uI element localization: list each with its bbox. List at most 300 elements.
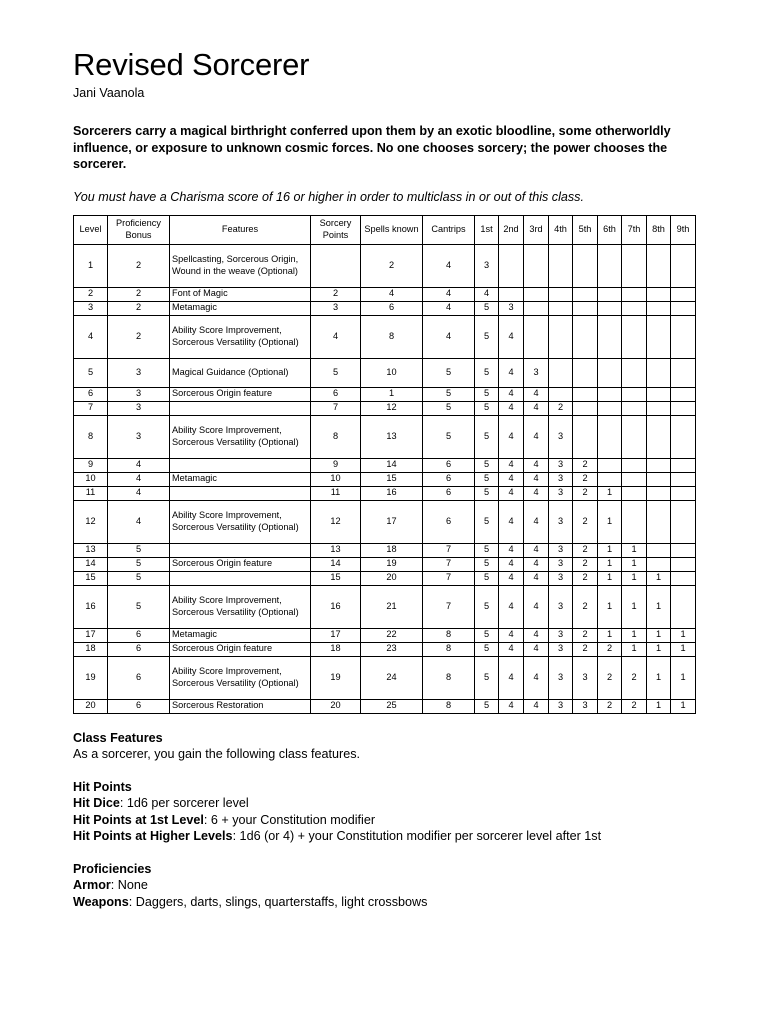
- table-cell: 4: [361, 287, 423, 301]
- table-cell: [671, 571, 696, 585]
- table-cell: [598, 472, 622, 486]
- table-cell: [622, 486, 647, 500]
- table-cell: 4: [524, 656, 549, 699]
- column-header: 6th: [598, 215, 622, 244]
- table-cell: 18: [311, 642, 361, 656]
- table-cell: [549, 387, 573, 401]
- table-cell: 4: [74, 315, 108, 358]
- table-row: [74, 387, 696, 401]
- sorcerer-progression-table: [73, 215, 696, 714]
- table-body: [74, 244, 696, 713]
- table-cell: [671, 387, 696, 401]
- table-cell: 12: [74, 500, 108, 543]
- table-cell: 1: [622, 585, 647, 628]
- table-cell: 1: [361, 387, 423, 401]
- table-cell: [524, 287, 549, 301]
- table-row: [74, 415, 696, 458]
- table-cell: 3: [524, 358, 549, 387]
- table-cell: 2: [573, 543, 598, 557]
- table-cell: 2: [74, 287, 108, 301]
- table-cell: 4: [423, 301, 475, 315]
- table-cell: 6: [108, 628, 170, 642]
- table-cell: 12: [311, 500, 361, 543]
- table-cell: [598, 315, 622, 358]
- table-cell: 7: [311, 401, 361, 415]
- table-cell: 5: [475, 472, 499, 486]
- table-cell: 4: [499, 472, 524, 486]
- table-cell: 5: [108, 585, 170, 628]
- table-cell: 17: [361, 500, 423, 543]
- table-cell: 6: [423, 486, 475, 500]
- table-cell: 16: [361, 486, 423, 500]
- table-cell: 1: [598, 500, 622, 543]
- table-row: [74, 458, 696, 472]
- table-cell: 1: [647, 699, 671, 713]
- weapons-value: : Daggers, darts, slings, quarterstaffs, light crossbows: [128, 894, 428, 909]
- feature-cell: [170, 571, 311, 585]
- table-cell: [671, 315, 696, 358]
- column-header: 3rd: [524, 215, 549, 244]
- table-cell: [671, 415, 696, 458]
- table-cell: [598, 287, 622, 301]
- table-cell: [671, 301, 696, 315]
- table-cell: 4: [524, 472, 549, 486]
- table-cell: [573, 315, 598, 358]
- table-cell: 15: [311, 571, 361, 585]
- feature-cell: Spellcasting, Sorcerous Origin, Wound in the weave (Optional): [170, 244, 311, 287]
- table-cell: 10: [361, 358, 423, 387]
- table-cell: [671, 244, 696, 287]
- table-cell: [647, 401, 671, 415]
- column-header: Level: [74, 215, 108, 244]
- table-cell: [549, 358, 573, 387]
- table-cell: [549, 287, 573, 301]
- table-cell: 5: [475, 458, 499, 472]
- table-cell: 4: [475, 287, 499, 301]
- table-cell: [549, 244, 573, 287]
- feature-cell: Sorcerous Origin feature: [170, 557, 311, 571]
- hit-dice-label: Hit Dice: [73, 796, 120, 810]
- table-header-row: [74, 215, 696, 244]
- table-cell: [598, 458, 622, 472]
- table-cell: 8: [423, 628, 475, 642]
- table-cell: 8: [423, 656, 475, 699]
- author-name: Jani Vaanola: [73, 86, 145, 100]
- table-cell: [622, 301, 647, 315]
- table-cell: 4: [499, 458, 524, 472]
- table-cell: 21: [361, 585, 423, 628]
- table-cell: 2: [573, 557, 598, 571]
- table-row: [74, 486, 696, 500]
- table-cell: [647, 543, 671, 557]
- table-cell: [311, 244, 361, 287]
- table-cell: 6: [423, 500, 475, 543]
- table-cell: 15: [74, 571, 108, 585]
- table-cell: [499, 244, 524, 287]
- table-cell: 3: [311, 301, 361, 315]
- table-cell: 18: [74, 642, 108, 656]
- table-cell: 1: [622, 628, 647, 642]
- table-cell: 17: [311, 628, 361, 642]
- hit-points-higher-levels-value: : 1d6 (or 4) + your Constitution modifier per sorcerer level after 1st: [232, 829, 602, 843]
- table-cell: 18: [361, 543, 423, 557]
- table-cell: 2: [573, 628, 598, 642]
- table-cell: 2: [108, 244, 170, 287]
- table-cell: [622, 244, 647, 287]
- table-cell: 5: [423, 401, 475, 415]
- table-cell: 3: [549, 458, 573, 472]
- table-cell: [524, 301, 549, 315]
- column-header: 9th: [671, 215, 696, 244]
- table-cell: 2: [108, 315, 170, 358]
- table-cell: 5: [475, 486, 499, 500]
- column-header: Cantrips: [423, 215, 475, 244]
- column-header: 7th: [622, 215, 647, 244]
- document-page: [73, 46, 695, 910]
- table-cell: 5: [475, 301, 499, 315]
- table-cell: [573, 387, 598, 401]
- hit-points-first-level-label: Hit Points at 1st Level: [73, 812, 204, 827]
- table-cell: 4: [499, 585, 524, 628]
- table-cell: 25: [361, 699, 423, 713]
- table-cell: 1: [598, 557, 622, 571]
- table-cell: [499, 287, 524, 301]
- table-cell: 4: [499, 387, 524, 401]
- table-cell: 3: [549, 585, 573, 628]
- table-cell: 5: [423, 358, 475, 387]
- table-cell: 5: [475, 557, 499, 571]
- table-cell: 3: [475, 244, 499, 287]
- table-cell: 24: [361, 656, 423, 699]
- table-cell: [573, 287, 598, 301]
- table-cell: 4: [499, 486, 524, 500]
- table-cell: 19: [361, 557, 423, 571]
- table-cell: 22: [361, 628, 423, 642]
- feature-cell: Metamagic: [170, 628, 311, 642]
- table-row: [74, 500, 696, 543]
- table-cell: 6: [108, 656, 170, 699]
- table-cell: 14: [74, 557, 108, 571]
- multiclass-note: You must have a Charisma score of 16 or higher in order to multiclass in or out of this class.: [73, 189, 584, 204]
- table-cell: 3: [549, 486, 573, 500]
- table-cell: 2: [622, 656, 647, 699]
- table-row: [74, 301, 696, 315]
- table-cell: 9: [74, 458, 108, 472]
- table-cell: 1: [598, 486, 622, 500]
- table-cell: 4: [524, 401, 549, 415]
- table-cell: 20: [74, 699, 108, 713]
- feature-cell: Ability Score Improvement, Sorcerous Versatility (Optional): [170, 585, 311, 628]
- armor-value: : None: [110, 878, 148, 892]
- table-cell: 15: [361, 472, 423, 486]
- table-cell: [671, 500, 696, 543]
- table-cell: 5: [475, 571, 499, 585]
- column-header: 4th: [549, 215, 573, 244]
- table-cell: 1: [647, 571, 671, 585]
- table-cell: [647, 458, 671, 472]
- table-cell: [647, 387, 671, 401]
- table-cell: 8: [423, 699, 475, 713]
- table-cell: 1: [647, 628, 671, 642]
- table-cell: [622, 287, 647, 301]
- table-cell: 5: [475, 387, 499, 401]
- table-cell: 3: [108, 358, 170, 387]
- table-cell: [671, 458, 696, 472]
- table-row: [74, 472, 696, 486]
- table-cell: 4: [499, 401, 524, 415]
- table-cell: 16: [311, 585, 361, 628]
- table-cell: [671, 557, 696, 571]
- hit-points-first-level-line: [73, 812, 695, 829]
- table-cell: [524, 315, 549, 358]
- table-cell: 1: [622, 543, 647, 557]
- table-cell: 2: [573, 486, 598, 500]
- table-row: [74, 315, 696, 358]
- table-cell: 4: [524, 585, 549, 628]
- table-cell: 5: [423, 387, 475, 401]
- table-cell: 2: [598, 642, 622, 656]
- table-cell: 14: [361, 458, 423, 472]
- table-cell: 4: [499, 628, 524, 642]
- table-cell: 4: [423, 244, 475, 287]
- class-features-text: As a sorcerer, you gain the following class features.: [73, 747, 361, 761]
- table-row: [74, 557, 696, 571]
- table-cell: 2: [573, 472, 598, 486]
- table-cell: 2: [108, 287, 170, 301]
- table-cell: 7: [74, 401, 108, 415]
- feature-cell: Ability Score Improvement, Sorcerous Versatility (Optional): [170, 656, 311, 699]
- table-cell: 1: [622, 571, 647, 585]
- table-cell: 4: [499, 656, 524, 699]
- table-cell: [622, 315, 647, 358]
- table-cell: 3: [108, 387, 170, 401]
- table-cell: 4: [524, 642, 549, 656]
- table-cell: 5: [475, 315, 499, 358]
- table-cell: 1: [598, 585, 622, 628]
- feature-cell: [170, 543, 311, 557]
- table-row: [74, 401, 696, 415]
- feature-cell: Magical Guidance (Optional): [170, 358, 311, 387]
- feature-cell: Sorcerous Origin feature: [170, 642, 311, 656]
- table-cell: [622, 415, 647, 458]
- table-cell: [647, 315, 671, 358]
- weapons-line: [73, 894, 695, 911]
- table-row: [74, 699, 696, 713]
- table-cell: 5: [475, 628, 499, 642]
- table-cell: 2: [311, 287, 361, 301]
- hit-points-heading: Hit Points: [73, 779, 132, 794]
- table-cell: 1: [647, 585, 671, 628]
- table-cell: [598, 387, 622, 401]
- feature-cell: Sorcerous Origin feature: [170, 387, 311, 401]
- table-cell: 8: [361, 315, 423, 358]
- table-cell: 11: [74, 486, 108, 500]
- table-cell: 3: [549, 699, 573, 713]
- table-cell: [598, 244, 622, 287]
- table-cell: 3: [549, 557, 573, 571]
- table-cell: 3: [499, 301, 524, 315]
- table-cell: 10: [74, 472, 108, 486]
- table-cell: 6: [423, 458, 475, 472]
- table-cell: 3: [549, 628, 573, 642]
- table-cell: 5: [475, 358, 499, 387]
- feature-cell: [170, 458, 311, 472]
- table-cell: 1: [671, 699, 696, 713]
- table-cell: [671, 472, 696, 486]
- table-cell: [622, 500, 647, 543]
- table-cell: [671, 401, 696, 415]
- table-cell: [647, 244, 671, 287]
- page-title: Revised Sorcerer: [73, 47, 310, 82]
- feature-cell: Metamagic: [170, 301, 311, 315]
- table-cell: 6: [74, 387, 108, 401]
- table-cell: 7: [423, 571, 475, 585]
- table-cell: 4: [423, 315, 475, 358]
- table-cell: 3: [549, 543, 573, 557]
- table-cell: 6: [108, 699, 170, 713]
- table-cell: 4: [524, 699, 549, 713]
- table-cell: 2: [361, 244, 423, 287]
- class-features-heading: Class Features: [73, 730, 163, 745]
- table-cell: 4: [499, 500, 524, 543]
- table-cell: 2: [598, 699, 622, 713]
- table-cell: 6: [423, 472, 475, 486]
- feature-cell: Sorcerous Restoration: [170, 699, 311, 713]
- weapons-label: Weapons: [73, 894, 129, 909]
- table-cell: 8: [74, 415, 108, 458]
- table-cell: 8: [423, 642, 475, 656]
- table-cell: 14: [311, 557, 361, 571]
- hit-points-higher-levels-line: [73, 828, 695, 845]
- table-cell: [647, 557, 671, 571]
- table-cell: 3: [549, 415, 573, 458]
- table-row: [74, 358, 696, 387]
- table-cell: 5: [475, 500, 499, 543]
- table-cell: 23: [361, 642, 423, 656]
- feature-cell: Metamagic: [170, 472, 311, 486]
- table-cell: 3: [549, 500, 573, 543]
- table-cell: 4: [499, 557, 524, 571]
- table-cell: [622, 458, 647, 472]
- table-cell: 2: [549, 401, 573, 415]
- table-cell: 6: [311, 387, 361, 401]
- table-cell: 5: [74, 358, 108, 387]
- table-cell: [598, 415, 622, 458]
- column-header: 8th: [647, 215, 671, 244]
- table-cell: 3: [74, 301, 108, 315]
- table-cell: 8: [311, 415, 361, 458]
- table-cell: 1: [598, 628, 622, 642]
- table-cell: 7: [423, 557, 475, 571]
- table-cell: 10: [311, 472, 361, 486]
- table-cell: 4: [524, 628, 549, 642]
- table-cell: 2: [573, 458, 598, 472]
- table-cell: [622, 387, 647, 401]
- table-row: [74, 642, 696, 656]
- table-cell: 3: [108, 415, 170, 458]
- table-cell: 4: [499, 571, 524, 585]
- armor-line: [73, 877, 695, 894]
- table-cell: 4: [524, 415, 549, 458]
- table-cell: [671, 543, 696, 557]
- table-cell: 4: [499, 415, 524, 458]
- table-cell: [573, 401, 598, 415]
- table-row: [74, 543, 696, 557]
- table-cell: 13: [361, 415, 423, 458]
- table-cell: 4: [524, 557, 549, 571]
- table-cell: [671, 287, 696, 301]
- table-row: [74, 244, 696, 287]
- table-cell: 2: [573, 571, 598, 585]
- table-cell: 5: [423, 415, 475, 458]
- intro-paragraph: Sorcerers carry a magical birthright conferred upon them by an exotic bloodline, some otherworldly influence, or exposure to unknown cosmic forces. No one chooses sorcery; the power chooses the sorcerer.: [73, 124, 671, 171]
- table-cell: [647, 301, 671, 315]
- table-cell: [598, 301, 622, 315]
- table-cell: 2: [573, 585, 598, 628]
- column-header: Sorcery Points: [311, 215, 361, 244]
- table-row: [74, 287, 696, 301]
- table-cell: 16: [74, 585, 108, 628]
- table-cell: 5: [475, 642, 499, 656]
- table-cell: 1: [671, 628, 696, 642]
- table-cell: 5: [311, 358, 361, 387]
- table-cell: 4: [524, 500, 549, 543]
- table-cell: 3: [549, 642, 573, 656]
- table-cell: 6: [108, 642, 170, 656]
- table-cell: 5: [475, 585, 499, 628]
- table-cell: [647, 287, 671, 301]
- table-cell: [622, 401, 647, 415]
- table-cell: [598, 401, 622, 415]
- table-row: [74, 585, 696, 628]
- table-cell: 3: [573, 656, 598, 699]
- table-cell: [671, 486, 696, 500]
- table-cell: 3: [549, 656, 573, 699]
- table-cell: [573, 358, 598, 387]
- feature-cell: Ability Score Improvement, Sorcerous Versatility (Optional): [170, 415, 311, 458]
- table-cell: [549, 315, 573, 358]
- table-cell: [647, 500, 671, 543]
- table-cell: 13: [311, 543, 361, 557]
- feature-cell: Ability Score Improvement, Sorcerous Versatility (Optional): [170, 500, 311, 543]
- table-cell: [671, 585, 696, 628]
- table-cell: 4: [499, 642, 524, 656]
- table-cell: 17: [74, 628, 108, 642]
- column-header: 5th: [573, 215, 598, 244]
- table-row: [74, 571, 696, 585]
- table-cell: 4: [311, 315, 361, 358]
- table-cell: 2: [108, 301, 170, 315]
- table-cell: [573, 301, 598, 315]
- table-cell: [598, 358, 622, 387]
- table-cell: 13: [74, 543, 108, 557]
- column-header: Spells known: [361, 215, 423, 244]
- table-cell: 4: [524, 458, 549, 472]
- table-cell: [647, 358, 671, 387]
- table-cell: [647, 486, 671, 500]
- hit-points-first-level-value: : 6 + your Constitution modifier: [203, 812, 376, 827]
- table-cell: 4: [524, 486, 549, 500]
- table-cell: [573, 415, 598, 458]
- table-cell: 1: [622, 642, 647, 656]
- table-cell: 19: [311, 656, 361, 699]
- table-cell: 4: [108, 458, 170, 472]
- feature-cell: [170, 401, 311, 415]
- class-features-section: [73, 730, 695, 911]
- table-cell: [573, 244, 598, 287]
- table-cell: [622, 358, 647, 387]
- table-cell: 1: [647, 642, 671, 656]
